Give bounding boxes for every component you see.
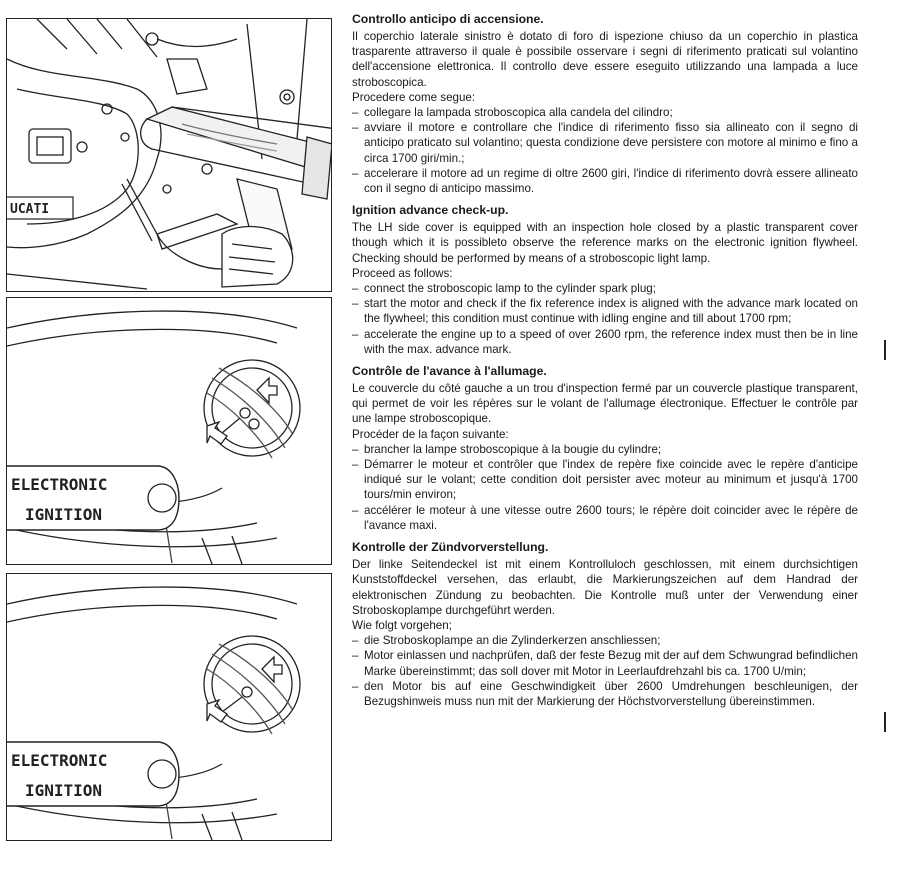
steps-list [352, 281, 858, 357]
section-paragraph: Wie folgt vorgehen; [352, 618, 452, 632]
margin-change-bar [884, 712, 886, 732]
list-item: – accélérer le moteur à une vitesse outre 2600 tours; le répère doit coincider avec le répère de l'avance maxi. [352, 503, 858, 533]
section-title: Kontrolle der Zündvorverstellung. [352, 540, 549, 555]
section-paragraph: Proceed as follows: [352, 266, 453, 280]
section-italian [352, 12, 858, 196]
figure-timing-window-advance [6, 573, 332, 841]
engine-illustration [7, 19, 331, 291]
list-item: – accelerate the engine up to a speed of over 2600 rpm, the reference index must then be in line with the max. advance mark. [352, 327, 858, 357]
list-item: – collegare la lampada stroboscopica alla candela del cilindro; [352, 105, 858, 120]
list-item: – connect the stroboscopic lamp to the cylinder spark plug; [352, 281, 858, 296]
timing-window-illustration-2 [7, 574, 331, 840]
list-item: – accelerare il motore ad un regime di oltre 2600 giri, l'indice di riferimento dovrà essere allineato con il segno di anticipo massimo. [352, 166, 858, 196]
figure-timing-window-idle [6, 297, 332, 565]
ducati-logo-text: UCATI [10, 202, 50, 217]
list-item: – den Motor bis auf eine Geschwindigkeit über 2600 Umdrehungen beschleunigen, der Bezugshinweis muss nun mit der Markierung der Höchstvorverstellung übereinstimmen. [352, 679, 858, 709]
timing-window-illustration-1 [7, 298, 331, 564]
section-paragraph: Le couvercle du côté gauche a un trou d'inspection fermé par un couvercle plastique transparent, qui permet de voir les répères sur le volant de l'allumage électronique. Effectuer le contrôle par une lampe stroboscopique. [352, 382, 858, 426]
plate-line-2: IGNITION [25, 505, 103, 524]
section-paragraph: Procedere come segue: [352, 90, 476, 104]
margin-change-bar [884, 340, 886, 360]
instructions-column [352, 12, 858, 716]
steps-list [352, 442, 858, 533]
list-item: – Démarrer le moteur et contrôler que l'index de repère fixe coincide avec le repère d'anticipe indiqué sur le volant; cette condition doit persister avec moteur au minimum et jusqu'à 1700 tours/min environ; [352, 457, 858, 503]
section-english [352, 203, 858, 357]
steps-list [352, 633, 858, 709]
section-german [352, 540, 858, 709]
section-paragraph: Procéder de la façon suivante: [352, 427, 509, 441]
section-french [352, 364, 858, 533]
steps-list [352, 105, 858, 196]
list-item: – Motor einlassen und nachprüfen, daß der feste Bezug mit der auf dem Schwungrad befindlichen Marke übereinstimmt; das soll dover mit Motor in Leerlaufdrehzahl bis ca. 1700 U/min; [352, 648, 858, 678]
figure-strobe-lamp-engine [6, 18, 332, 292]
list-item: – start the motor and check if the fix reference index is aligned with the advance mark located on the flywheel; this condition must continue with idling engine and till about 1700 rpm; [352, 296, 858, 326]
plate-line-1: ELECTRONIC [11, 475, 108, 494]
list-item: – die Stroboskoplampe an die Zylinderkerzen anschliessen; [352, 633, 858, 648]
section-paragraph: The LH side cover is equipped with an inspection hole closed by a plastic transparent cover though which it is possibleto observe the reference marks on the electronic ignition flywheel. Checking should be performed by means of a stroboscopic light lamp. [352, 221, 858, 265]
list-item: – avviare il motore e controllare che l'indice di riferimento fisso sia allineato con il segno di anticipo praticato sul volantino; questa condizione deve persistere con motore al minimo e fino a circa 1700 giri/min.; [352, 120, 858, 166]
section-paragraph: Der linke Seitendeckel ist mit einem Kontrolluloch geschlossen, mit einem durchsichtigen Kunststoffdeckel versehen, das erlaubt, die Markierungszeichen auf dem Handrad der elektronischen Zündung zu beobachten. Die Kontrolle muß unter der Verwendung einer Stroboskoplampe durchgeführt werden. [352, 558, 858, 617]
section-title: Controllo anticipo di accensione. [352, 12, 544, 26]
section-paragraph: Il coperchio laterale sinistro è dotato di foro di ispezione chiuso da un coperchio in plastica trasparente attraverso il quale è possibile osservare i segni di riferimento praticati sul volantino dell'accensione elettronica. Il controllo deve essere eseguito utilizzando una lampada a luce stroboscopica. [352, 30, 858, 89]
section-title: Contrôle de l'avance à l'allumage. [352, 364, 547, 379]
list-item: – brancher la lampe stroboscopique à la bougie du cylindre; [352, 442, 858, 457]
section-title: Ignition advance check-up. [352, 203, 509, 218]
plate-line-2: IGNITION [25, 781, 103, 800]
plate-line-1: ELECTRONIC [11, 751, 108, 770]
